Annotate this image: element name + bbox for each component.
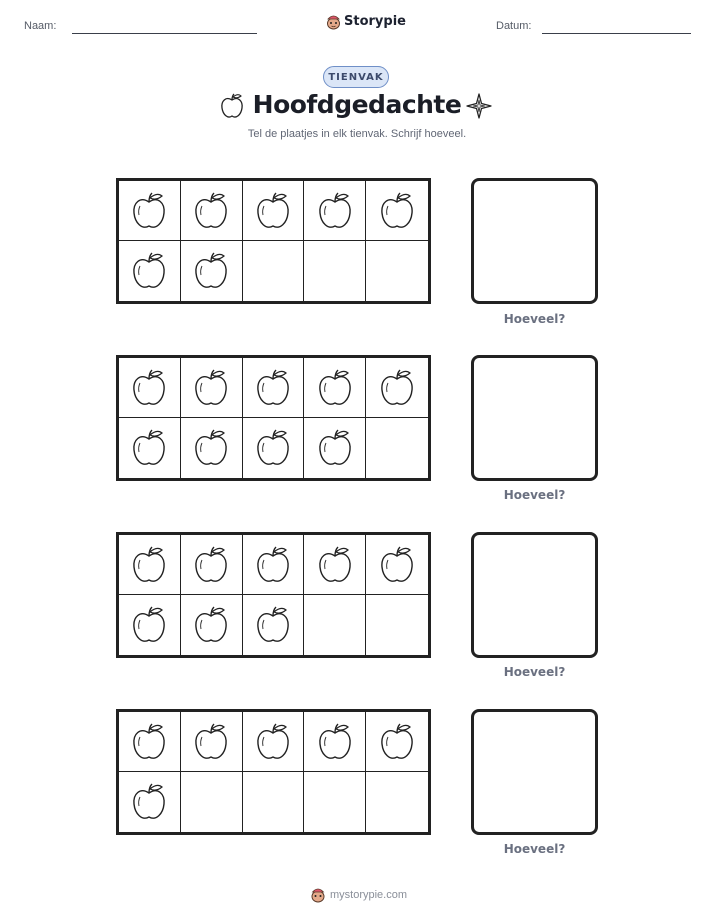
apple-icon (316, 721, 354, 763)
ten-frame-cell (119, 772, 181, 832)
answer-label: Hoeveel? (503, 842, 566, 856)
apple-icon (130, 721, 168, 763)
apple-icon (316, 427, 354, 469)
ten-frame (116, 532, 431, 658)
answer-box[interactable] (471, 355, 598, 481)
apple-icon (130, 604, 168, 646)
ten-frame-cell (304, 772, 366, 832)
date-label: Datum: (496, 20, 532, 32)
ten-frame-cell (119, 712, 181, 772)
page-title: Hoofdgedachte (252, 90, 462, 119)
name-line[interactable] (72, 33, 257, 34)
answer-label: Hoeveel? (503, 488, 566, 502)
answer-label: Hoeveel? (503, 312, 566, 326)
ten-frame-cell (181, 712, 243, 772)
ten-frame-cell (181, 181, 243, 241)
answer-box[interactable] (471, 178, 598, 304)
ten-frame-cell (304, 418, 366, 478)
apple-icon (192, 190, 230, 232)
name-label: Naam: (24, 20, 57, 32)
apple-icon (316, 544, 354, 586)
ten-frame-cell (181, 535, 243, 595)
apple-icon (192, 604, 230, 646)
ten-frame-cell (366, 241, 428, 301)
ten-frame-cell (181, 418, 243, 478)
apple-icon (254, 190, 292, 232)
apple-icon (378, 190, 416, 232)
ten-frame (116, 709, 431, 835)
apple-icon (130, 250, 168, 292)
apple-icon (130, 190, 168, 232)
ten-frame-cell (243, 712, 305, 772)
apple-icon (254, 367, 292, 409)
ten-frame-cell (243, 418, 305, 478)
apple-icon (192, 427, 230, 469)
apple-icon (130, 544, 168, 586)
tienvak-badge: TIENVAK (323, 66, 389, 88)
ten-frame-cell (366, 181, 428, 241)
ten-frame-cell (366, 712, 428, 772)
apple-icon (254, 721, 292, 763)
apple-icon (192, 721, 230, 763)
ten-frame-cell (243, 358, 305, 418)
answer-label: Hoeveel? (503, 665, 566, 679)
ten-frame-cell (119, 241, 181, 301)
ten-frame-cell (119, 595, 181, 655)
ten-frame-cell (243, 535, 305, 595)
brand-name: Storypie (344, 14, 406, 29)
answer-box[interactable] (471, 532, 598, 658)
ten-frame-cell (243, 595, 305, 655)
apple-icon (378, 367, 416, 409)
sparkle-icon (466, 93, 492, 119)
ten-frame (116, 355, 431, 481)
ten-frame-cell (366, 418, 428, 478)
ten-frame-cell (366, 535, 428, 595)
ten-frame-cell (304, 181, 366, 241)
ten-frame-cell (366, 772, 428, 832)
ten-frame-cell (243, 772, 305, 832)
footer (310, 886, 407, 903)
apple-icon (378, 544, 416, 586)
ten-frame-cell (304, 358, 366, 418)
ten-frame-cell (119, 358, 181, 418)
ten-frame (116, 178, 431, 304)
apple-icon (316, 190, 354, 232)
ten-frame-cell (366, 358, 428, 418)
ten-frame-cell (119, 181, 181, 241)
instructions: Tel de plaatjes in elk tienvak. Schrijf hoeveel. (247, 128, 467, 140)
brand-logo (326, 13, 406, 30)
ten-frame-cell (304, 535, 366, 595)
ten-frame-cell (181, 358, 243, 418)
apple-icon (130, 427, 168, 469)
footer-url[interactable]: mystorypie.com (330, 888, 408, 901)
ten-frame-cell (181, 772, 243, 832)
apple-icon (192, 367, 230, 409)
apple-icon (254, 604, 292, 646)
ten-frame-cell (366, 595, 428, 655)
ten-frame-cell (243, 181, 305, 241)
storypie-mascot-icon (326, 13, 341, 30)
apple-icon (254, 427, 292, 469)
ten-frame-cell (119, 535, 181, 595)
apple-icon (192, 250, 230, 292)
apple-icon (378, 721, 416, 763)
answer-box[interactable] (471, 709, 598, 835)
date-line[interactable] (542, 33, 691, 34)
ten-frame-cell (243, 241, 305, 301)
ten-frame-cell (181, 241, 243, 301)
apple-icon (130, 781, 168, 823)
ten-frame-cell (304, 241, 366, 301)
storypie-mascot-icon (310, 886, 326, 903)
apple-icon (316, 367, 354, 409)
ten-frame-cell (181, 595, 243, 655)
apple-icon (254, 544, 292, 586)
ten-frame-cell (119, 418, 181, 478)
apple-icon (192, 544, 230, 586)
apple-icon (219, 92, 245, 120)
ten-frame-cell (304, 595, 366, 655)
apple-icon (130, 367, 168, 409)
ten-frame-cell (304, 712, 366, 772)
